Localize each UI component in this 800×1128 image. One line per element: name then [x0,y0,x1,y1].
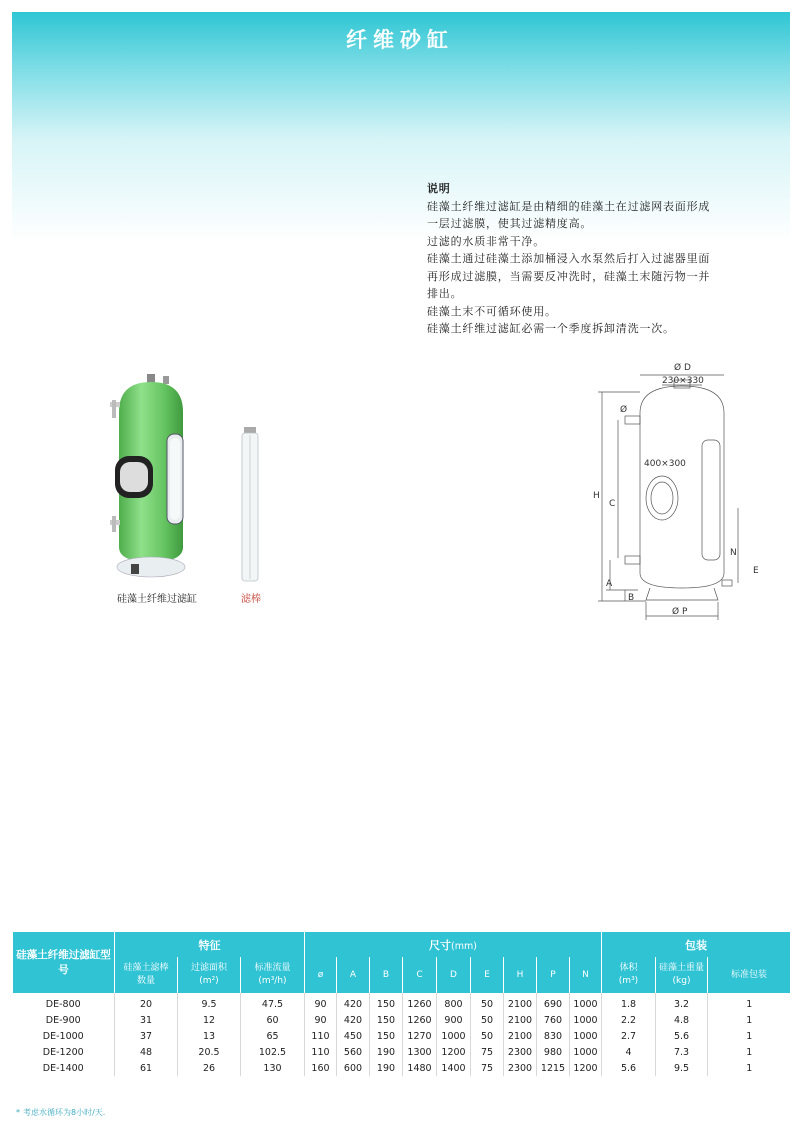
table-cell: 1400 [437,1060,471,1076]
table-cell: 130 [241,1060,305,1076]
table-col-header: 硅藻土重量 (kg) [656,957,708,993]
spec-table [12,932,791,1076]
table-cell: 1000 [570,993,602,1012]
table-cell: 1000 [570,1028,602,1044]
table-group-features: 特征 [115,932,305,957]
table-row [13,1028,791,1044]
table-cell: 1000 [570,1012,602,1028]
table-cell: 1.8 [602,993,656,1012]
table-row [13,993,791,1012]
filter-tank-image [105,372,195,582]
table-cell: 830 [537,1028,570,1044]
table-cell: 4.8 [656,1012,708,1028]
table-cell: 2.2 [602,1012,656,1028]
table-cell: 65 [241,1028,305,1044]
dim-label-c: C [609,499,616,509]
table-cell: 2300 [504,1060,537,1076]
description-line: 一层过滤膜，使其过滤精度高。 [427,217,593,230]
dim-label-top-opening: 230×330 [662,376,704,386]
table-cell: 31 [115,1012,178,1028]
table-cell: 4 [602,1044,656,1060]
table-cell: 9.5 [656,1060,708,1076]
table-col-header: N [570,957,602,993]
spec-table-body [13,993,791,1076]
footnote-star: * [16,1108,20,1117]
table-cell: 75 [471,1060,504,1076]
table-cell: 61 [115,1060,178,1076]
table-cell-model: DE-900 [45,1014,81,1026]
footnote-text: 考虑水循环为8小时/天. [23,1108,106,1117]
filter-rod-caption: 滤棒 [241,594,261,605]
description-line: 过滤的水质非常干净。 [427,234,545,248]
dimension-diagram [590,358,790,628]
table-cell: 48 [115,1044,178,1060]
dim-label-a: A [606,579,613,589]
table-cell: 12 [178,1012,241,1028]
table-cell-model: DE-800 [45,998,81,1010]
table-group-packaging: 包装 [602,932,791,957]
table-cell: 1480 [403,1060,437,1076]
table-cell: 20.5 [178,1044,241,1060]
table-col-header: 过滤面积 (m²) [178,957,241,993]
description-heading: 说明 [427,182,451,195]
table-cell: 47.5 [241,993,305,1012]
description-line: 排出。 [427,287,463,300]
table-cell: 450 [337,1028,370,1044]
table-cell: 2300 [504,1044,537,1060]
dim-label-e: E [753,566,759,576]
table-cell: 1 [708,1044,791,1060]
table-col-header: A [337,957,370,993]
dim-label-od: Ø D [674,363,691,373]
dim-label-side-opening: 400×300 [644,459,686,469]
table-col-header: H [504,957,537,993]
table-cell: 5.6 [656,1028,708,1044]
table-cell: 150 [370,993,403,1012]
table-cell: 9.5 [178,993,241,1012]
table-cell: 75 [471,1044,504,1060]
filter-tank-caption: 硅藻土纤维过滤缸 [117,594,197,605]
table-row [13,1060,791,1076]
table-cell: 50 [471,1028,504,1044]
table-cell: 1200 [437,1044,471,1060]
description-line: 硅藻土纤维过滤缸必需一个季度拆卸清洗一次。 [427,322,675,335]
table-col-header: ø [305,957,337,993]
table-cell: 190 [370,1044,403,1060]
table-cell: 60 [241,1012,305,1028]
table-cell: 26 [178,1060,241,1076]
table-cell: 1260 [403,1012,437,1028]
dim-label-n: N [730,548,737,558]
table-col-header: 体积 (m³) [602,957,656,993]
table-cell: 1 [708,993,791,1012]
table-cell: 1 [708,1028,791,1044]
filter-rod-image [235,425,265,585]
table-col-header: P [537,957,570,993]
table-cell: 110 [305,1028,337,1044]
table-cell: 420 [337,993,370,1012]
table-cell: 800 [437,993,471,1012]
table-cell: 1300 [403,1044,437,1060]
table-col-header: 标准包装 [708,957,791,993]
table-cell: 37 [115,1028,178,1044]
table-cell: 150 [370,1012,403,1028]
table-cell: 980 [537,1044,570,1060]
description-line: 硅藻土纤维过滤缸是由精细的硅藻土在过滤网表面形成 [427,199,711,213]
table-cell-model: DE-1200 [42,1046,84,1058]
table-cell: 690 [537,993,570,1012]
table-row [13,1012,791,1028]
table-cell: 2100 [504,1012,537,1028]
table-cell: 760 [537,1012,570,1028]
table-cell: 90 [305,993,337,1012]
description-block [427,180,747,338]
table-col-header: D [437,957,471,993]
table-cell: 2100 [504,1028,537,1044]
table-cell: 900 [437,1012,471,1028]
table-cell: 420 [337,1012,370,1028]
table-cell: 1270 [403,1028,437,1044]
table-cell: 7.3 [656,1044,708,1060]
description-line: 硅藻土通过硅藻土添加桶浸入水泵然后打入过滤器里面 [427,252,711,265]
table-cell: 110 [305,1044,337,1060]
table-col-header: C [403,957,437,993]
table-cell: 90 [305,1012,337,1028]
table-cell: 2.7 [602,1028,656,1044]
table-cell: 102.5 [241,1044,305,1060]
table-cell: 160 [305,1060,337,1076]
table-cell: 1000 [437,1028,471,1044]
footnote [16,1107,105,1118]
table-model-header: 硅藻土纤维过滤缸型号 [13,932,115,993]
description-line: 硅藻土末不可循环使用。 [427,304,557,318]
table-cell: 1 [708,1060,791,1076]
description-line: 再形成过滤膜，当需要反冲洗时，硅藻土末随污物一并 [427,269,711,283]
table-cell: 20 [115,993,178,1012]
table-cell-model: DE-1400 [42,1062,84,1074]
table-col-header: B [370,957,403,993]
dim-label-b: B [628,593,635,603]
table-col-header: 标准流量 (m³/h) [241,957,305,993]
table-cell: 50 [471,1012,504,1028]
page-title: 纤维砂缸 [346,28,454,52]
table-cell: 560 [337,1044,370,1060]
table-cell: 2100 [504,993,537,1012]
table-cell: 600 [337,1060,370,1076]
table-group-dimensions: 尺寸(mm) [305,932,602,957]
table-cell: 50 [471,993,504,1012]
table-cell-model: DE-1000 [42,1030,84,1042]
table-cell: 13 [178,1028,241,1044]
table-cell: 1200 [570,1060,602,1076]
table-cell: 1000 [570,1044,602,1060]
table-cell: 190 [370,1060,403,1076]
table-cell: 1 [708,1012,791,1028]
table-col-header: 硅藻土滤棒 数量 [115,957,178,993]
dim-label-op: Ø P [672,607,688,617]
table-row [13,1044,791,1060]
table-cell: 150 [370,1028,403,1044]
table-col-header: E [471,957,504,993]
table-cell: 1260 [403,993,437,1012]
table-cell: 1215 [537,1060,570,1076]
table-cell: 3.2 [656,993,708,1012]
dim-label-h: H [593,491,600,501]
table-cell: 5.6 [602,1060,656,1076]
dim-label-phi: Ø [620,405,628,415]
